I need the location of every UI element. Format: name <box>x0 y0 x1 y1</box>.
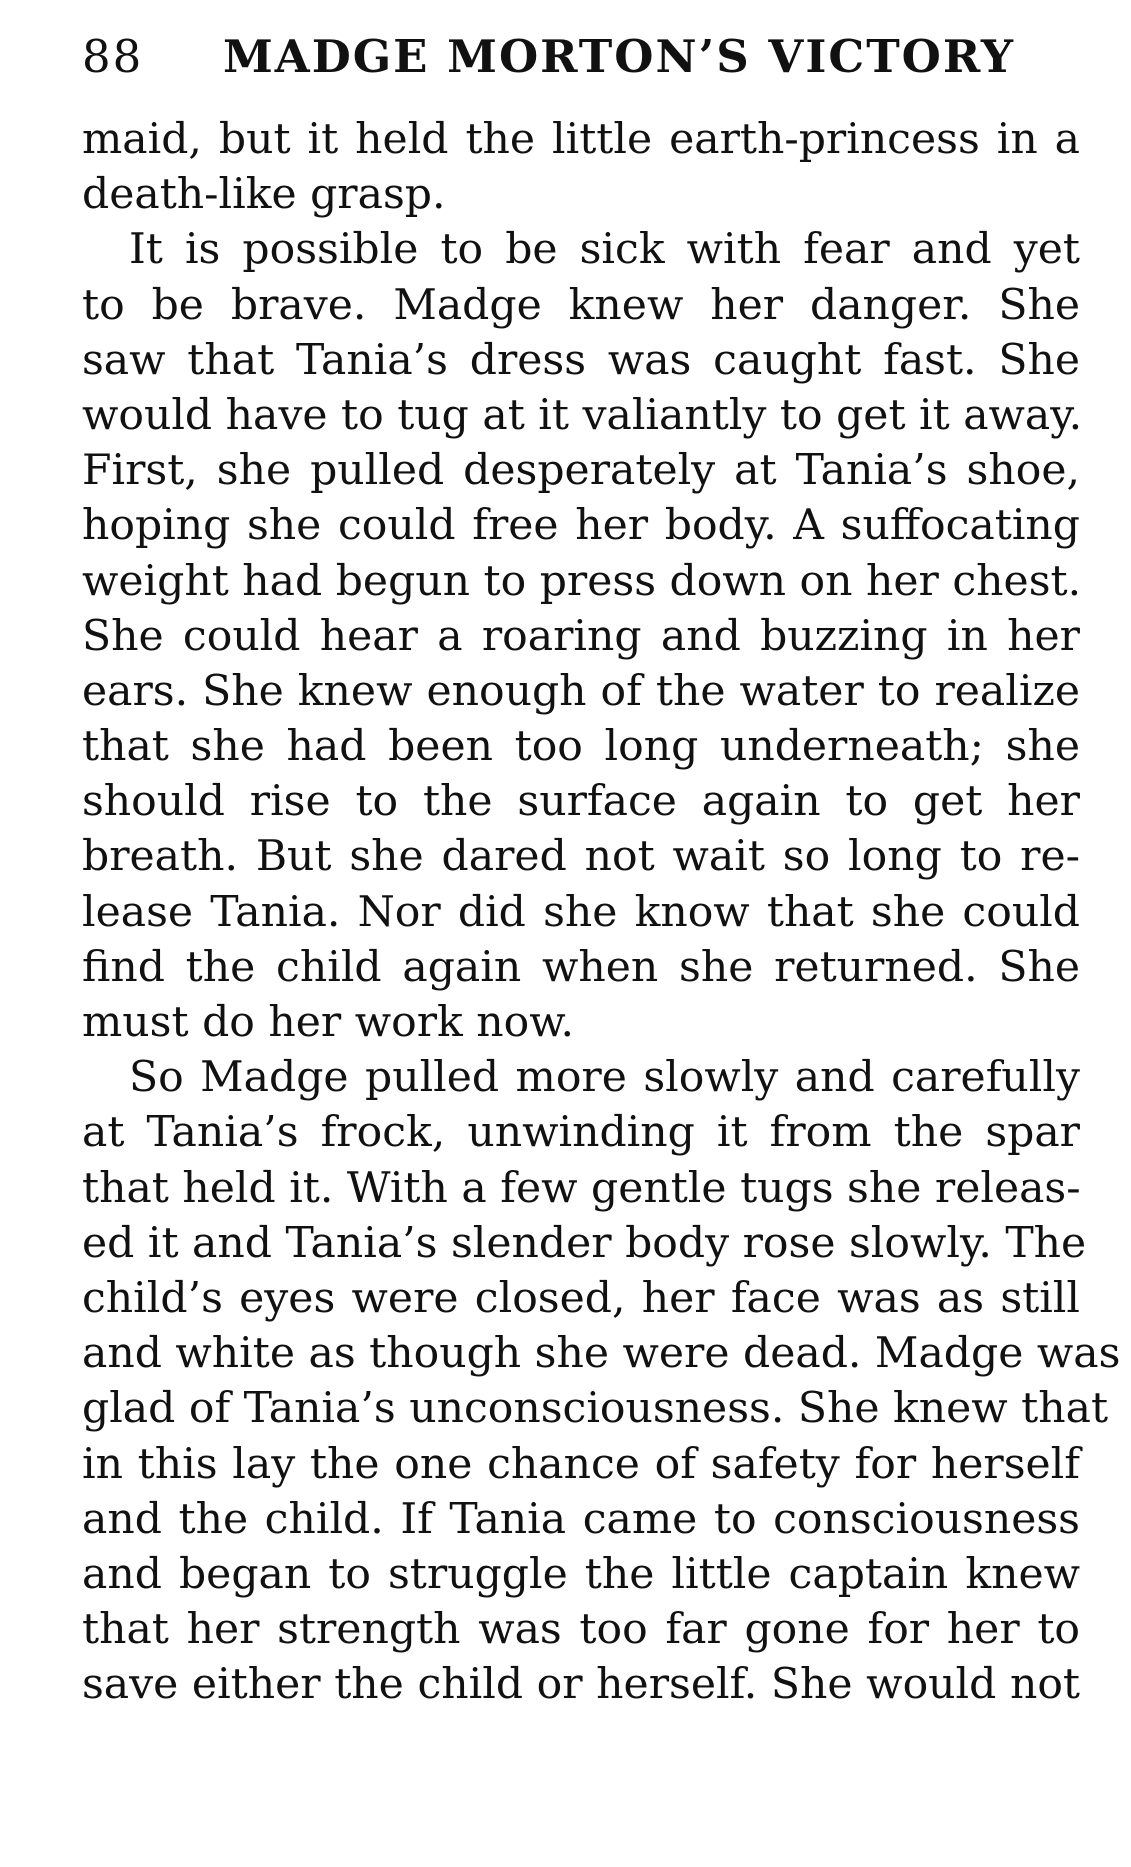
text-line: should rise to the surface again to get her <box>82 777 1080 827</box>
text-line: ed it and Tania’s slender body rose slowly. The <box>82 1218 1087 1268</box>
running-head <box>82 30 1080 112</box>
text-line: death-like grasp. <box>82 170 446 220</box>
text-line: that she had been too long underneath; she <box>82 722 1080 772</box>
text-line: She could hear a roaring and buzzing in her <box>82 611 1080 661</box>
text-line: and white as though she were dead. Madge was <box>82 1329 1121 1379</box>
text-line: child’s eyes were closed, her face was as still <box>82 1273 1080 1323</box>
text-line: find the child again when she returned. She <box>82 942 1080 992</box>
text-line: glad of Tania’s unconsciousness. She knew that <box>82 1384 1109 1434</box>
text-line: to be brave. Madge knew her danger. She <box>82 280 1080 330</box>
text-line: would have to tug at it valiantly to get it away. <box>82 390 1083 440</box>
text-line: breath. But she dared not wait so long to re- <box>82 832 1080 882</box>
body-text <box>82 112 1121 1712</box>
text-line: save either the child or herself. She would not <box>82 1660 1080 1710</box>
page-number: 88 <box>82 30 144 83</box>
text-line: It is possible to be sick with fear and yet <box>129 225 1080 275</box>
text-line: weight had begun to press down on her chest. <box>82 556 1082 606</box>
text-line: lease Tania. Nor did she know that she could <box>82 887 1080 937</box>
text-line: in this lay the one chance of safety for herself <box>82 1439 1080 1489</box>
text-line: at Tania’s frock, unwinding it from the spar <box>82 1108 1080 1158</box>
text-line: and began to struggle the little captain knew <box>82 1549 1080 1599</box>
text-line: and the child. If Tania came to consciousness <box>82 1494 1080 1544</box>
text-line: maid, but it held the little earth-princess in a <box>82 115 1080 164</box>
book-page <box>82 30 1121 1712</box>
text-line: must do her work now. <box>82 998 575 1047</box>
running-title: MADGE MORTON’S VICTORY <box>223 30 1016 83</box>
text-line: saw that Tania’s dress was caught fast. She <box>82 335 1080 385</box>
text-line: hoping she could free her body. A suffocating <box>82 501 1080 551</box>
text-line: ears. She knew enough of the water to realize <box>82 666 1080 716</box>
text-line: that held it. With a few gentle tugs she releas- <box>82 1163 1081 1213</box>
text-line: So Madge pulled more slowly and carefully <box>129 1053 1080 1103</box>
text-line: that her strength was too far gone for her to <box>82 1605 1080 1655</box>
text-line: First, she pulled desperately at Tania’s shoe, <box>82 446 1080 496</box>
